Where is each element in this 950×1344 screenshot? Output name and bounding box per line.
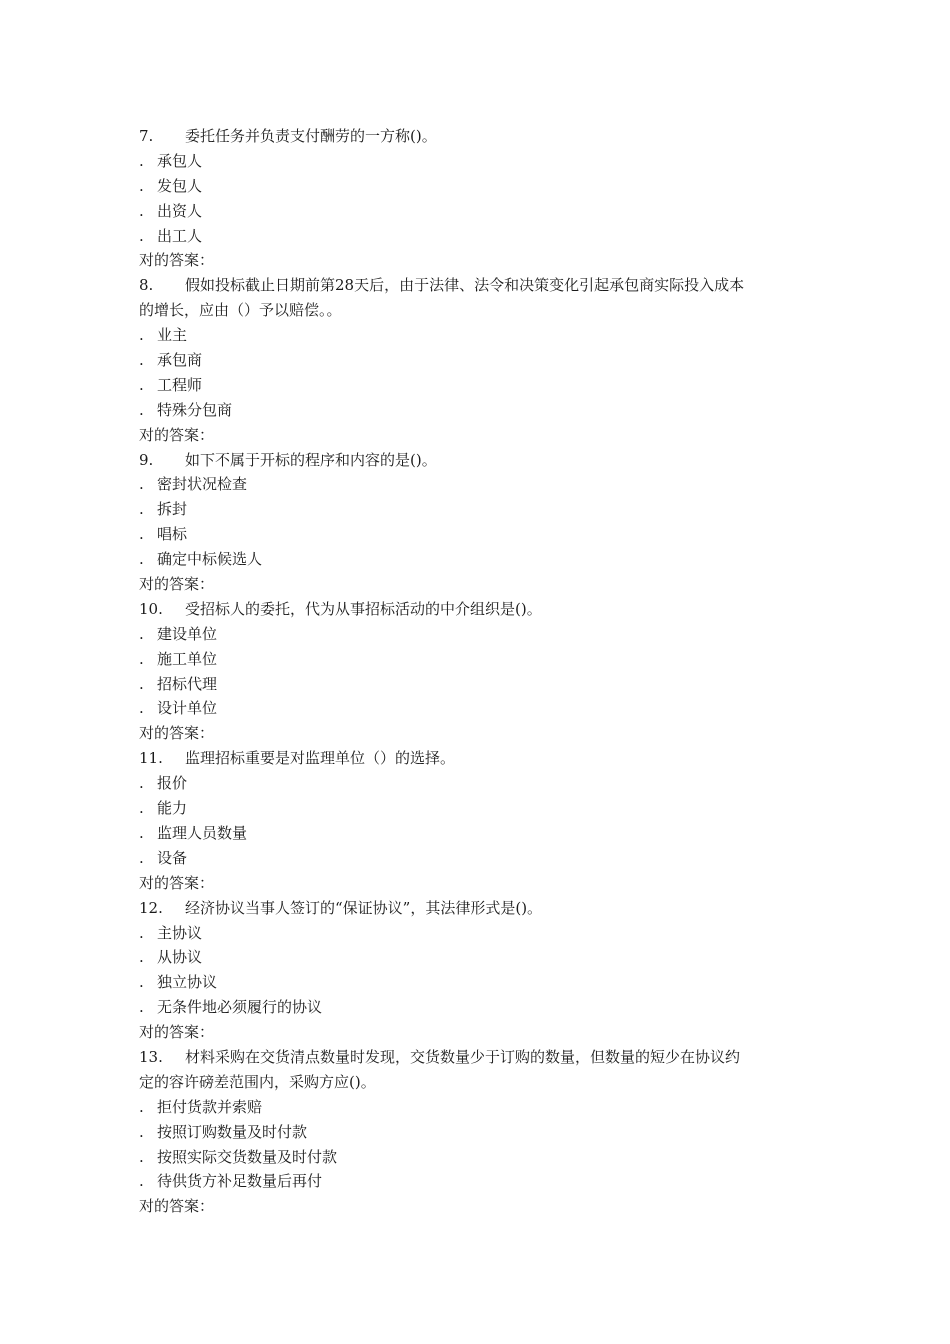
option-text: 出工人 (157, 226, 203, 245)
option-text: 独立协议 (157, 973, 218, 992)
answer-label: 对的答案： (139, 1023, 215, 1042)
question-number: 9. (139, 450, 154, 469)
option (139, 696, 819, 721)
option (139, 647, 819, 672)
option (139, 921, 819, 946)
option-text: 报价 (157, 774, 188, 793)
option-text: 拆封 (157, 500, 188, 519)
question-8 (139, 273, 819, 447)
option-marker: . (139, 624, 144, 643)
option-text: 业主 (157, 326, 188, 345)
option-marker: . (139, 948, 144, 967)
question-number: 10. (139, 599, 163, 618)
question-text: 委托任务并负责支付酬劳的一方称()。 (185, 127, 437, 145)
option-text: 从协议 (157, 948, 203, 967)
option-marker: . (139, 550, 144, 569)
question-9 (139, 448, 819, 597)
option (139, 796, 819, 821)
option-text: 设计单位 (157, 699, 218, 718)
option (139, 373, 819, 398)
option (139, 1145, 819, 1170)
option-text: 监理人员数量 (157, 823, 248, 842)
option-marker: . (139, 525, 144, 544)
option (139, 771, 819, 796)
option (139, 522, 819, 547)
question-7 (139, 124, 819, 273)
option-text: 出资人 (157, 201, 203, 220)
option-text: 按照订购数量及时付款 (157, 1122, 308, 1141)
option (139, 1120, 819, 1145)
question-text: 经济协议当事人签订的“保证协议”，其法律形式是()。 (185, 898, 543, 917)
option-text: 无条件地必须履行的协议 (157, 998, 323, 1017)
question-text: 监理招标重要是对监理单位（）的选择。 (185, 749, 456, 768)
option-text: 拒付货款并索赔 (157, 1097, 263, 1116)
question-number: 11. (139, 749, 163, 768)
question-stem (139, 124, 819, 149)
option-text: 唱标 (157, 525, 188, 544)
option-marker: . (139, 674, 144, 693)
answer-label: 对的答案： (139, 873, 215, 892)
option (139, 821, 819, 846)
option-marker: . (139, 475, 144, 494)
question-13 (139, 1045, 819, 1219)
question-10 (139, 597, 819, 746)
option-marker: . (139, 1172, 144, 1191)
option-marker: . (139, 1147, 144, 1166)
question-number: 12. (139, 898, 163, 917)
option-text: 特殊分包商 (157, 400, 233, 419)
question-text: 假如投标截止日期前第28天后，由于法律、法令和决策变化引起承包商实际投入成本 (185, 276, 745, 295)
question-11 (139, 746, 819, 895)
question-stem (139, 746, 819, 771)
option (139, 970, 819, 995)
option-text: 发包人 (157, 176, 203, 195)
question-stem (139, 597, 819, 622)
option (139, 846, 819, 871)
option-marker: . (139, 1122, 144, 1141)
question-12 (139, 896, 819, 1045)
option (139, 323, 819, 348)
question-list (139, 124, 819, 1219)
option (139, 199, 819, 224)
option-text: 主协议 (157, 923, 203, 942)
option-marker: . (139, 649, 144, 668)
option-marker: . (139, 1097, 144, 1116)
question-text: 如下不属于开标的程序和内容的是()。 (185, 450, 437, 469)
option-text: 按照实际交货数量及时付款 (157, 1147, 338, 1166)
option-marker: . (139, 400, 144, 419)
option (139, 547, 819, 572)
option-marker: . (139, 699, 144, 718)
question-stem (139, 448, 819, 473)
option-text: 设备 (157, 848, 188, 867)
question-text: 受招标人的委托，代为从事招标活动的中介组织是()。 (185, 599, 542, 618)
option-marker: . (139, 351, 144, 370)
option (139, 672, 819, 697)
option-text: 确定中标候选人 (157, 550, 263, 569)
option (139, 995, 819, 1020)
option-text: 能力 (157, 799, 188, 818)
answer-label: 对的答案： (139, 251, 215, 270)
option-marker: . (139, 823, 144, 842)
option (139, 497, 819, 522)
option-text: 工程师 (157, 375, 203, 394)
option (139, 1095, 819, 1120)
answer-label: 对的答案： (139, 724, 215, 743)
option-marker: . (139, 201, 144, 220)
question-number: 7. (139, 127, 154, 145)
option-marker: . (139, 500, 144, 519)
question-stem (139, 273, 819, 298)
option-marker: . (139, 326, 144, 345)
option-marker: . (139, 774, 144, 793)
option (139, 149, 819, 174)
option-text: 招标代理 (157, 674, 218, 693)
question-stem (139, 896, 819, 921)
option-marker: . (139, 973, 144, 992)
option-text: 施工单位 (157, 649, 218, 668)
question-text: 材料采购在交货清点数量时发现，交货数量少于订购的数量，但数量的短少在协议约 (185, 1047, 741, 1066)
answer-label: 对的答案： (139, 1197, 215, 1216)
question-text-continued: 定的容许磅差范围内，采购方应()。 (139, 1072, 376, 1091)
option (139, 622, 819, 647)
option (139, 945, 819, 970)
option (139, 1169, 819, 1194)
option-marker: . (139, 923, 144, 942)
option-marker: . (139, 151, 144, 170)
option-marker: . (139, 226, 144, 245)
option (139, 348, 819, 373)
option-marker: . (139, 848, 144, 867)
option-text: 承包人 (157, 151, 203, 170)
option-marker: . (139, 799, 144, 818)
question-number: 13. (139, 1047, 163, 1066)
answer-label: 对的答案： (139, 575, 215, 594)
answer-label: 对的答案： (139, 425, 215, 444)
option-marker: . (139, 375, 144, 394)
option-text: 密封状况检查 (157, 475, 248, 494)
question-text-continued: 的增长，应由（）予以赔偿。。 (139, 301, 342, 320)
option-marker: . (139, 176, 144, 195)
option-text: 承包商 (157, 351, 203, 370)
option (139, 398, 819, 423)
question-number: 8. (139, 276, 154, 295)
option (139, 472, 819, 497)
option-text: 建设单位 (157, 624, 218, 643)
option (139, 174, 819, 199)
question-stem (139, 1045, 819, 1070)
option-text: 待供货方补足数量后再付 (157, 1172, 323, 1191)
option (139, 224, 819, 249)
option-marker: . (139, 998, 144, 1017)
